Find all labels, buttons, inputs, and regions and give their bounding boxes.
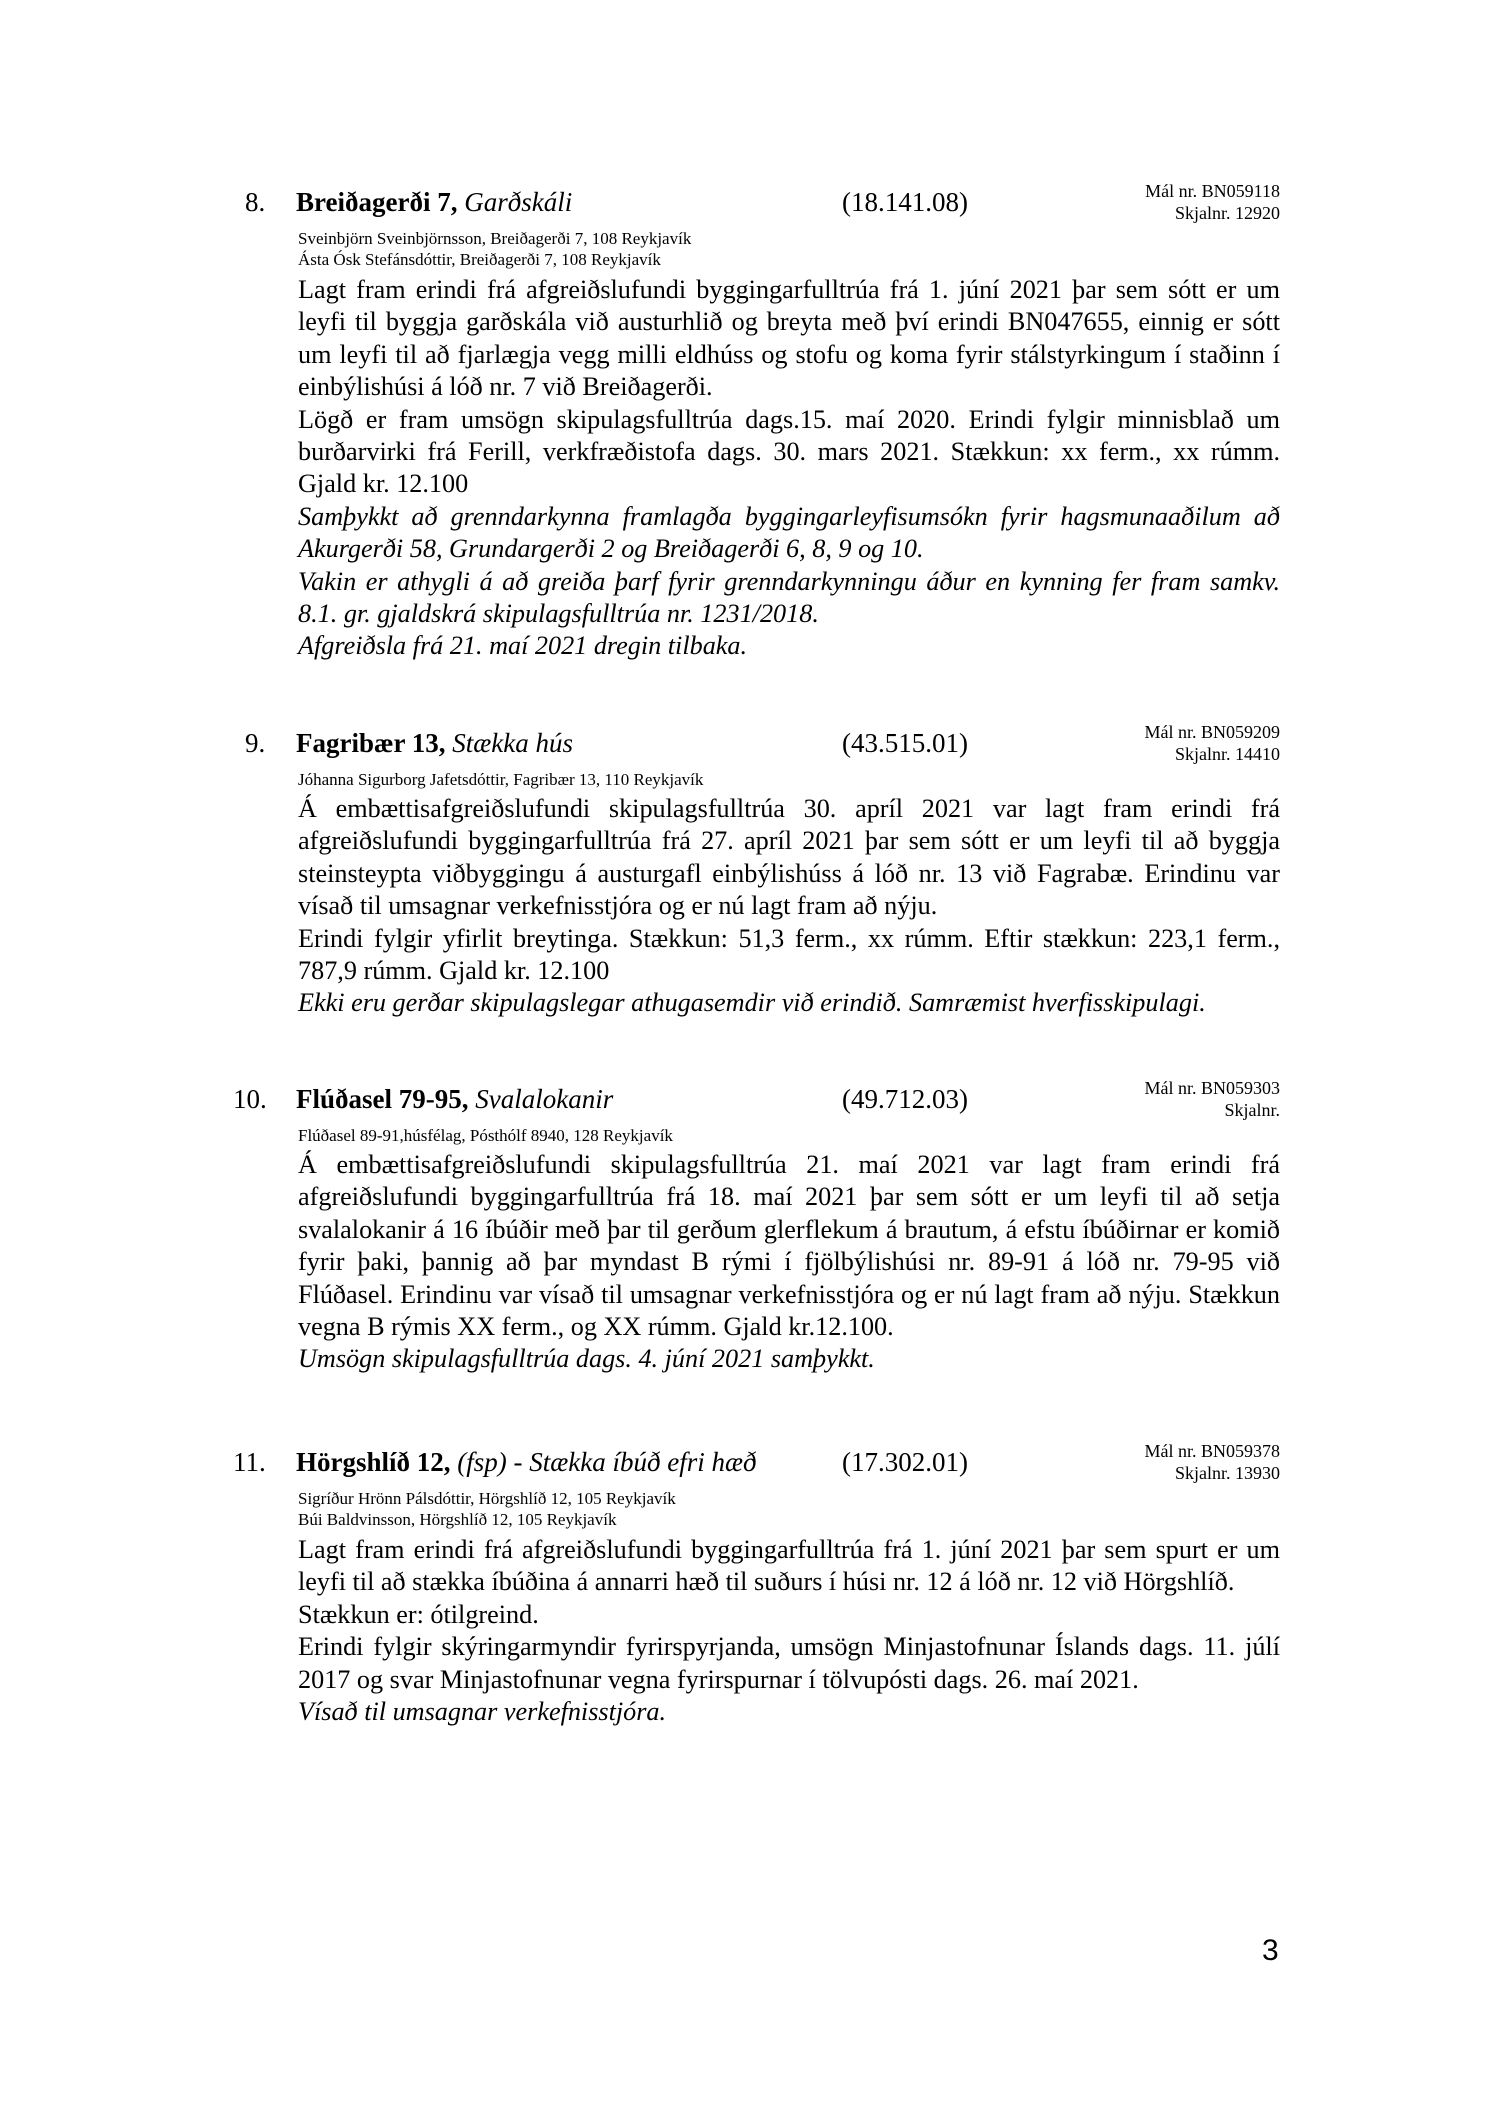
paragraph: Lagt fram erindi frá afgreiðslufundi byggingarfulltrúa frá 1. júní 2021 þar sem sótt er um leyfi til byggja garðskála við austurhlið og breyta með því erindi BN047655, einnig er sótt um leyfi til að fjarlægja vegg milli eldhúss og stofu og koma fyrir stálstyrkingum í staðinn í einbýlishúsi á lóð nr. 7 við Breiðagerði. xyxy=(298,275,1280,402)
land-number: (17.302.01) xyxy=(842,1447,968,1477)
decision: Afgreiðsla frá 21. maí 2021 dregin tilbaka. xyxy=(298,631,748,661)
applicants xyxy=(298,1125,673,1146)
mal-nr: Mál nr. BN059303 xyxy=(1144,1078,1280,1098)
item-address: Flúðasel 79-95, xyxy=(296,1084,469,1114)
item-subject: Stækka hús xyxy=(452,728,573,758)
item-title xyxy=(296,1083,613,1115)
skjalnr: Skjalnr. xyxy=(1224,1100,1280,1120)
skjalnr: Skjalnr. 13930 xyxy=(1174,1463,1280,1483)
paragraph: Erindi fylgir skýringarmyndir fyrirspyrjanda, umsögn Minjastofnunar Íslands dags. 11. júlí 2017 og svar Minjastofnunar vegna fyrirspurnar í tölvupósti dags. 26. maí 2021. xyxy=(298,1632,1280,1694)
decision: Samþykkt að grenndarkynna framlagða byggingarleyfisumsókn fyrir hagsmunaaðilum að Akurgerði 58, Grundargerði 2 og Breiðagerði 6, 8, 9 og 10. xyxy=(298,501,1280,564)
item-subject: Svalalokanir xyxy=(475,1084,614,1114)
case-reference xyxy=(1145,180,1280,224)
item-number: 10. xyxy=(233,1084,267,1114)
item-body xyxy=(298,274,1280,663)
item-body xyxy=(298,1149,1280,1376)
applicant: Ásta Ósk Stefánsdóttir, Breiðagerði 7, 108 Reykjavík xyxy=(298,250,661,269)
decision: Ekki eru gerðar skipulagslegar athugasemdir við erindið. Samræmist hverfisskipulagi. xyxy=(298,988,1206,1018)
applicant: Búi Baldvinsson, Hörgshlíð 12, 105 Reykjavík xyxy=(298,1510,617,1529)
paragraph: Stækkun er: ótilgreind. xyxy=(298,1599,539,1629)
case-reference xyxy=(1144,721,1280,765)
skjalnr: Skjalnr. 14410 xyxy=(1174,744,1280,764)
page-number: 3 xyxy=(1262,1934,1279,1967)
decision: Vakin er athygli á að greiða þarf fyrir grenndarkynningu áður en kynning fer fram samkv. 8.1. gr. gjaldskrá skipulagsfulltrúa nr. 1231/2018. xyxy=(298,566,1280,629)
applicants xyxy=(298,228,691,270)
land-number: (18.141.08) xyxy=(842,187,968,217)
paragraph: Lagt fram erindi frá afgreiðslufundi byggingarfulltrúa frá 1. júní 2021 þar sem spurt er um leyfi til að stækka íbúðina á annarri hæð til suðurs í húsi nr. 12 á lóð nr. 12 við Hörgshlíð. xyxy=(298,1535,1280,1597)
paragraph: Erindi fylgir yfirlit breytinga. Stækkun: 51,3 ferm., xx rúmm. Eftir stækkun: 223,1 ferm., 787,9 rúmm. Gjald kr. 12.100 xyxy=(298,923,1280,986)
paragraph: Á embættisafgreiðslufundi skipulagsfulltrúa 30. apríl 2021 var lagt fram erindi frá afgreiðslufundi byggingarfulltrúa frá 27. apríl 2021 þar sem sótt er um leyfi til að byggja steinsteypta viðbyggingu á austurgafl einbýlishúss á lóð nr. 13 við Fagrabæ. Erindinu var vísað til umsagnar verkefnisstjóra og er nú lagt fram að nýju. xyxy=(298,794,1280,921)
item-body xyxy=(298,1534,1280,1728)
item-address: Fagribær 13, xyxy=(296,728,446,758)
item-number: 11. xyxy=(233,1447,266,1477)
applicants xyxy=(298,1488,676,1530)
mal-nr: Mál nr. BN059118 xyxy=(1145,181,1280,201)
item-number: 8. xyxy=(245,187,266,217)
land-number: (49.712.03) xyxy=(842,1084,968,1114)
paragraph: Á embættisafgreiðslufundi skipulagsfulltrúa 21. maí 2021 var lagt fram erindi frá afgreiðslufundi byggingarfulltrúa frá 18. maí 2021 þar sem sótt er um leyfi til að setja svalalokanir á 16 íbúðir með þar til gerðum glerflekum á brautum, á efstu íbúðirnar er komið fyrir þaki, þannig að þar myndast B rými í fjölbýlishúsi nr. 89-91 á lóð nr. 79-95 við Flúðasel. Erindinu var vísað til umsagnar verkefnisstjóra og er nú lagt fram að nýju. Stækkun vegna B rýmis XX ferm., og XX rúmm. Gjald kr.12.100. xyxy=(298,1150,1280,1342)
applicants xyxy=(298,769,703,790)
decision: Umsögn skipulagsfulltrúa dags. 4. júní 2021 samþykkt. xyxy=(298,1344,875,1374)
item-title xyxy=(296,1446,756,1478)
item-number: 9. xyxy=(245,728,266,758)
item-body xyxy=(298,793,1280,1020)
item-subject: Garðskáli xyxy=(464,187,573,217)
mal-nr: Mál nr. BN059209 xyxy=(1144,722,1280,742)
paragraph: Lögð er fram umsögn skipulagsfulltrúa dags.15. maí 2020. Erindi fylgir minnisblað um burðarvirki frá Ferill, verkfræðistofa dags. 30. mars 2021. Stækkun: xx ferm., xx rúmm. Gjald kr. 12.100 xyxy=(298,404,1280,499)
land-number: (43.515.01) xyxy=(842,728,968,758)
item-title xyxy=(296,186,572,218)
applicant: Flúðasel 89-91,húsfélag, Pósthólf 8940, 128 Reykjavík xyxy=(298,1126,673,1145)
applicant: Sveinbjörn Sveinbjörnsson, Breiðagerði 7, 108 Reykjavík xyxy=(298,229,692,248)
case-reference xyxy=(1144,1440,1280,1484)
item-title xyxy=(296,727,573,759)
mal-nr: Mál nr. BN059378 xyxy=(1144,1441,1280,1461)
decision: Vísað til umsagnar verkefnisstjóra. xyxy=(298,1697,667,1727)
item-address: Hörgshlíð 12, xyxy=(296,1447,451,1477)
case-reference xyxy=(1144,1077,1280,1121)
applicant: Jóhanna Sigurborg Jafetsdóttir, Fagribær 13, 110 Reykjavík xyxy=(298,770,704,789)
item-subject: (fsp) - Stækka íbúð efri hæð xyxy=(457,1447,757,1477)
item-address: Breiðagerði 7, xyxy=(296,187,458,217)
skjalnr: Skjalnr. 12920 xyxy=(1174,203,1280,223)
applicant: Sigríður Hrönn Pálsdóttir, Hörgshlíð 12, 105 Reykjavík xyxy=(298,1489,676,1508)
